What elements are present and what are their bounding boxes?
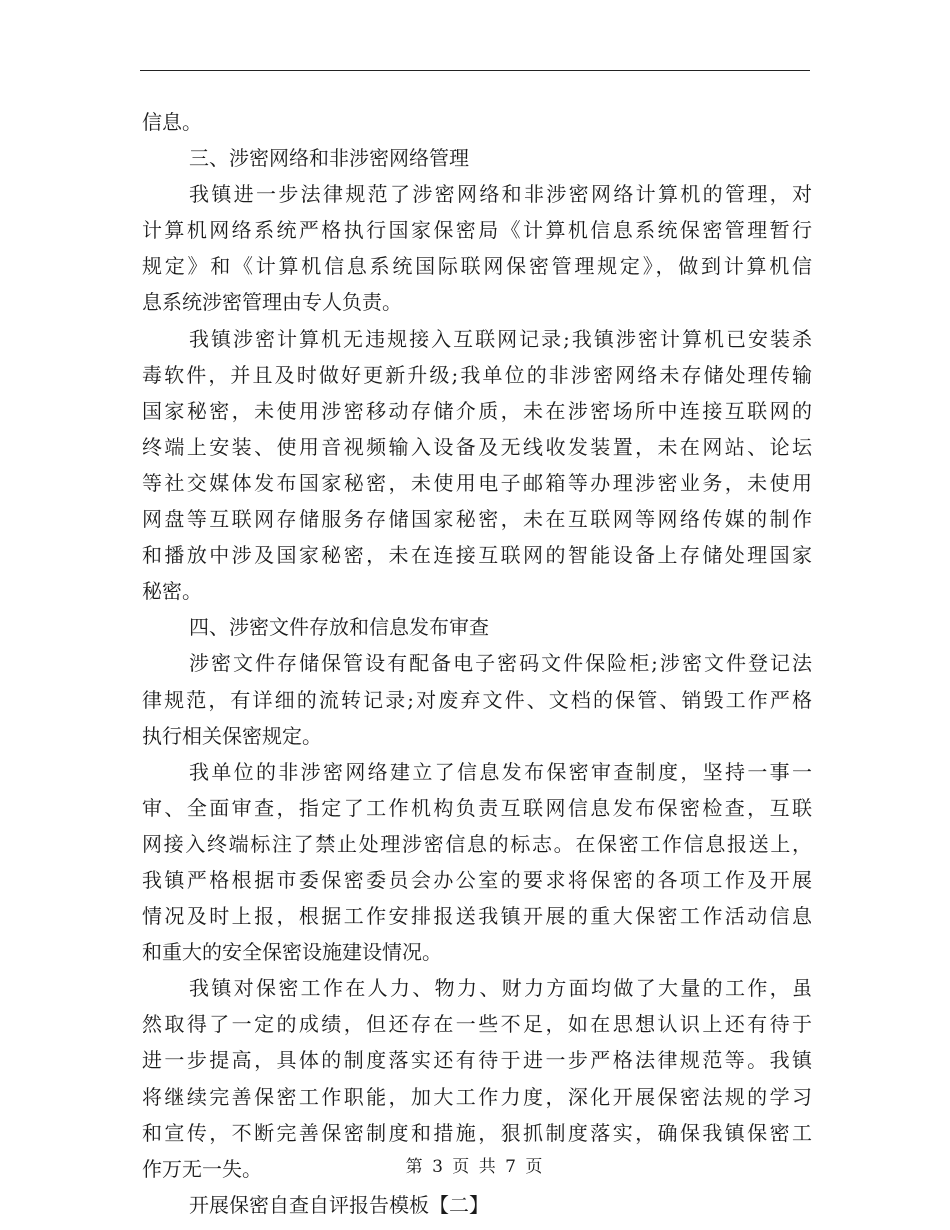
text-line: 我镇进一步法律规范了涉密网络和非涉密网络计算机的管理，对 <box>189 182 812 207</box>
document-body <box>142 104 812 1223</box>
subtitle-heading: 开展保密自查自评报告模板【二】 <box>189 1192 489 1217</box>
text-line: 息系统涉密管理由专人负责。 <box>142 290 402 315</box>
text-line: 情况及时上报，根据工作安排报送我镇开展的重大保密工作活动信息 <box>142 904 812 929</box>
section-heading: 三、涉密网络和非涉密网络管理 <box>189 146 469 171</box>
text-line: 执行相关保密规定。 <box>142 723 322 748</box>
text-line: 我镇涉密计算机无违规接入互联网记录;我镇涉密计算机已安装杀 <box>189 326 812 351</box>
page-number-footer: 第 3 页 共 7 页 <box>405 1157 545 1177</box>
text-line: 毒软件，并且及时做好更新升级;我单位的非涉密网络未存储处理传输 <box>142 362 812 387</box>
text-line: 计算机网络系统严格执行国家保密局《计算机信息系统保密管理暂行 <box>142 218 812 243</box>
text-line: 等社交媒体发布国家秘密，未使用电子邮箱等办理涉密业务，未使用 <box>142 470 812 495</box>
header-rule <box>140 70 810 71</box>
text-line: 网接入终端标注了禁止处理涉密信息的标志。在保密工作信息报送上， <box>142 831 812 856</box>
text-line: 作万无一失。 <box>142 1156 262 1181</box>
text-line: 秘密。 <box>142 579 202 604</box>
text-line: 涉密文件存储保管设有配备电子密码文件保险柜;涉密文件登记法 <box>189 651 812 676</box>
text-line: 信息。 <box>142 110 202 134</box>
text-line: 和播放中涉及国家秘密，未在连接互联网的智能设备上存储处理国家 <box>142 543 812 568</box>
text-line: 审、全面审查，指定了工作机构负责互联网信息发布保密检查，互联 <box>142 795 812 820</box>
text-line: 将继续完善保密工作职能，加大工作力度，深化开展保密法规的学习 <box>142 1084 812 1109</box>
text-line: 然取得了一定的成绩，但还存在一些不足，如在思想认识上还有待于 <box>142 1012 812 1037</box>
text-line: 进一步提高，具体的制度落实还有待于进一步严格法律规范等。我镇 <box>142 1048 812 1073</box>
text-line: 我镇严格根据市委保密委员会办公室的要求将保密的各项工作及开展 <box>142 867 812 892</box>
section-heading: 四、涉密文件存放和信息发布审查 <box>189 615 489 640</box>
text-line: 网盘等互联网存储服务存储国家秘密，未在互联网等网络传媒的制作 <box>142 507 812 532</box>
text-line: 终端上安装、使用音视频输入设备及无线收发装置，未在网站、论坛 <box>142 434 812 459</box>
text-line: 律规范，有详细的流转记录;对废弃文件、文档的保管、销毁工作严格 <box>142 687 812 712</box>
text-line: 规定》和《计算机信息系统国际联网保密管理规定》，做到计算机信 <box>142 254 812 279</box>
text-line: 和宣传，不断完善保密制度和措施，狠抓制度落实，确保我镇保密工 <box>142 1120 812 1145</box>
text-line: 我单位的非涉密网络建立了信息发布保密审查制度，坚持一事一 <box>189 759 812 784</box>
text-line: 国家秘密，未使用涉密移动存储介质，未在涉密场所中连接互联网的 <box>142 398 812 423</box>
text-line: 和重大的安全保密设施建设情况。 <box>142 940 442 965</box>
text-line: 我镇对保密工作在人力、物力、财力方面均做了大量的工作，虽 <box>189 976 812 1001</box>
